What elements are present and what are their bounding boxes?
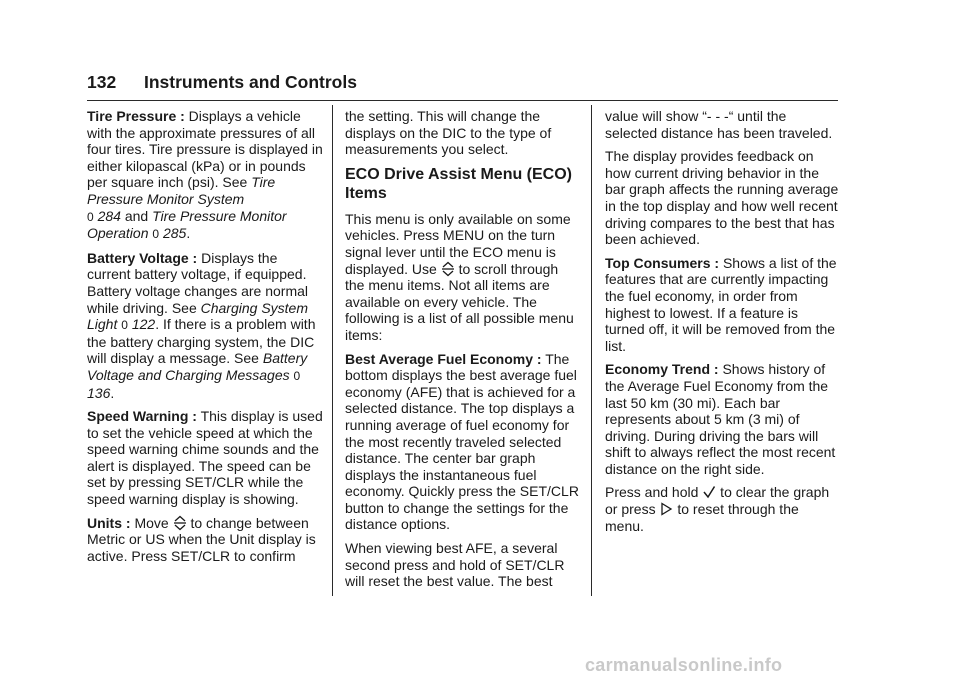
best-value-continuation: value will show “- - -“ until the selected distance has been traveled. [605, 108, 833, 141]
units-text-b: to change between Metric or US when the Unit display is active. Press SET/CLR to confirm [87, 514, 316, 564]
eco-menu-heading: ECO Drive Assist Menu (ECO) Items [345, 165, 573, 202]
best-afe-text: The bottom displays the best average fuel economy (AFE) that is achieved for a selected distance. The top displays a running average of fuel economy for the most recently traveled selected distance. The center bar graph displays the instantaneous fuel economy. Quickly press the SET/CLR button to change the settings for the distance options. [345, 350, 579, 533]
page-ref-arrow-icon: 0 [152, 227, 160, 242]
column-divider-2 [591, 105, 592, 596]
checkmark-icon [702, 484, 716, 500]
page-header [87, 72, 838, 101]
speed-warning-term: Speed Warning : [87, 408, 197, 425]
play-arrow-icon [659, 501, 673, 517]
top-consumers-paragraph [605, 255, 841, 355]
period: . [110, 384, 115, 401]
thumbwheel-icon [441, 261, 455, 277]
page-ref-136[interactable]: 136 [87, 384, 111, 401]
column-2 [345, 108, 581, 597]
xref-battery-voltage-messages[interactable]: Battery Voltage and Charging Messages [87, 350, 308, 383]
battery-voltage-term: Battery Voltage : [87, 249, 198, 266]
units-term: Units : [87, 514, 131, 531]
tire-pressure-paragraph [87, 108, 323, 243]
eco-intro-text-b: to scroll through the menu items. Not all items are available on every vehicle. The following is a list of all possible menu items: [345, 260, 574, 343]
units-text-a: Move [130, 514, 173, 531]
press-text-b: to clear the graph or press [605, 484, 830, 518]
units-paragraph [87, 515, 323, 565]
page-ref-arrow-icon: 0 [87, 209, 94, 224]
clear-graph-paragraph [605, 484, 841, 534]
top-consumers-text: Shows a list of the features that are currently impacting the fuel economy, in order from highest to lowest. If a feature is turned off, it will be removed from the list. [605, 254, 837, 354]
tire-pressure-text: Displays a vehicle with the approximate pressures of all four tires. Tire pressure is displayed in either kilopascal (kPa) or in pounds per square inch (psi). See [87, 108, 323, 191]
section-title: Instruments and Controls [144, 72, 357, 92]
economy-trend-paragraph [605, 361, 841, 477]
and-text: and [120, 207, 153, 224]
speed-warning-paragraph [87, 408, 323, 508]
column-divider-1 [332, 105, 333, 596]
best-afe-reset-paragraph: When viewing best AFE, a several second press and hold of SET/CLR will reset the best value. The best [345, 540, 565, 590]
thumbwheel-icon [173, 515, 187, 531]
battery-voltage-text-2: . If there is a problem with the battery charging system, the DIC will display a message. See [87, 316, 316, 367]
period: . [186, 225, 191, 242]
page-ref-arrow-icon: 0 [293, 368, 301, 383]
press-text-c: to reset through the menu. [605, 501, 799, 534]
column-3 [605, 108, 841, 541]
page-ref-285[interactable]: 285 [162, 225, 187, 242]
economy-trend-text: Shows history of the Average Fuel Economy from the last 50 km (30 mi). Each bar represents about 5 km (3 mi) of driving. During driving the bars will shift to always reflect the most recent distance on the right side. [605, 361, 836, 477]
feedback-paragraph: The display provides feedback on how current driving behavior in the bar graph affects the running average in the top display and how well recent driving compares to the best that has been achieved. [605, 148, 839, 248]
speed-warning-text: This display is used to set the vehicle speed at which the speed warning chime sounds and the alert is displayed. The speed can be set by pressing SET/CLR while the speed warning display is showing. [87, 408, 323, 508]
xref-tire-pressure-monitor-operation[interactable]: Tire Pressure Monitor Operation [87, 207, 287, 242]
setting-continuation: the setting. This will change the displays on the DIC to the type of measurements you select. [345, 108, 552, 158]
page-number: 132 [87, 72, 117, 92]
economy-trend-term: Economy Trend : [605, 361, 719, 378]
tire-pressure-term: Tire Pressure : [87, 108, 185, 124]
xref-charging-system-light[interactable]: Charging System Light [87, 299, 309, 333]
eco-intro-text-a: This menu is only available on some vehicles. Press MENU on the turn signal lever until the ECO menu is displayed. Use [345, 210, 571, 277]
page-ref-284[interactable]: 284 [97, 207, 121, 224]
battery-voltage-text: Displays the current battery voltage, if equipped. Battery voltage changes are normal while driving. See [87, 249, 309, 316]
page-ref-122[interactable]: 122 [131, 316, 156, 333]
top-consumers-term: Top Consumers : [605, 254, 720, 271]
column-1 [87, 108, 323, 571]
eco-menu-intro [345, 211, 581, 344]
best-afe-paragraph [345, 351, 581, 534]
watermark: carmanualsonline.info [585, 655, 783, 675]
press-text-a: Press and hold [605, 484, 703, 501]
page-ref-arrow-icon: 0 [121, 318, 128, 333]
best-afe-term: Best Average Fuel Economy : [345, 350, 542, 367]
battery-voltage-paragraph [87, 250, 323, 401]
xref-tire-pressure-monitor-system[interactable]: Tire Pressure Monitor System [87, 174, 276, 207]
